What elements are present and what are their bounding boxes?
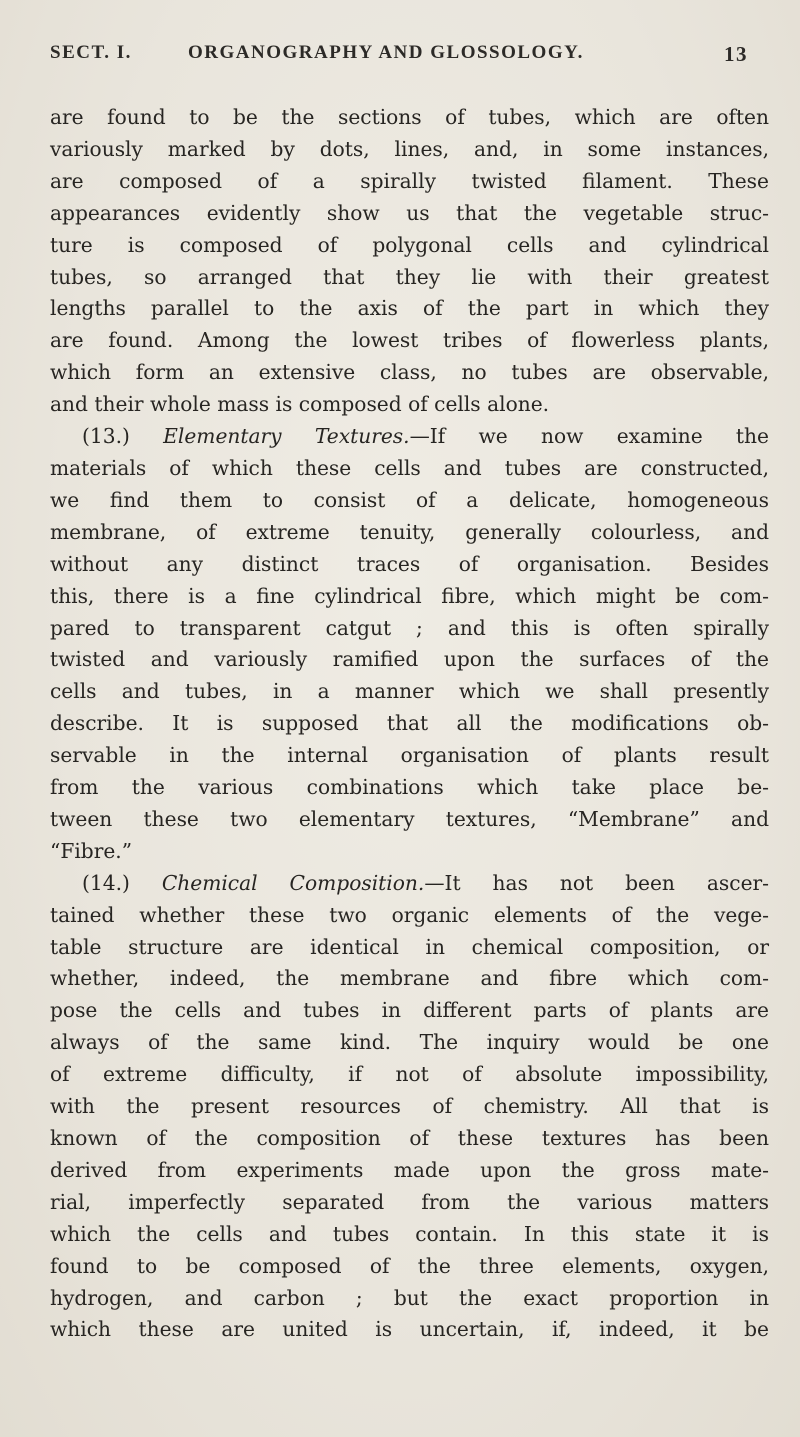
running-head bbox=[50, 42, 770, 72]
body-text bbox=[50, 102, 769, 1346]
heading-line-text: —It has not been ascer- bbox=[424, 870, 769, 895]
text-line: lengths parallel to the axis of the part in which they bbox=[50, 296, 769, 321]
text-line: which form an extensive class, no tubes are observable, bbox=[50, 360, 769, 385]
text-line: derived from experiments made upon the gross mate- bbox=[50, 1157, 769, 1182]
text-line: and their whole mass is composed of cells alone. bbox=[50, 392, 550, 417]
text-line: variously marked by dots, lines, and, in some instances, bbox=[50, 136, 769, 161]
text-line: from the various combinations which take place be- bbox=[50, 775, 769, 800]
text-line: membrane, of extreme tenuity, generally colourless, and bbox=[50, 519, 769, 544]
section-heading: Chemical Composition. bbox=[161, 870, 425, 895]
text-line: which the cells and tubes contain. In this state it is bbox=[50, 1221, 769, 1246]
text-line: are composed of a spirally twisted filament. These bbox=[50, 168, 769, 193]
text-line: pared to transparent catgut ; and this is often spirally bbox=[50, 615, 769, 640]
text-line: found to be composed of the three elements, oxygen, bbox=[50, 1253, 769, 1278]
text-line: this, there is a fine cylindrical fibre, which might be com- bbox=[50, 583, 769, 608]
text-line: ture is composed of polygonal cells and cylindrical bbox=[50, 232, 769, 257]
text-line: cells and tubes, in a manner which we shall presently bbox=[50, 679, 769, 704]
text-line: servable in the internal organisation of plants result bbox=[50, 743, 769, 768]
text-line: tween these two elementary textures, “Membrane” and bbox=[50, 806, 769, 831]
text-line: without any distinct traces of organisation. Besides bbox=[50, 551, 769, 576]
text-line: whether, indeed, the membrane and fibre which com- bbox=[50, 966, 769, 991]
text-line: are found to be the sections of tubes, which are often bbox=[50, 105, 769, 129]
section-number: (14.) bbox=[82, 870, 130, 895]
text-line: are found. Among the lowest tribes of flowerless plants, bbox=[50, 328, 769, 353]
section-heading-line bbox=[50, 421, 769, 453]
text-line: appearances evidently show us that the vegetable struc- bbox=[50, 200, 769, 225]
page-number: 13 bbox=[724, 42, 748, 66]
text-line: of extreme difficulty, if not of absolute impossibility, bbox=[50, 1062, 769, 1087]
section-number: (13.) bbox=[82, 424, 130, 449]
text-line: with the present resources of chemistry. All that is bbox=[50, 1094, 769, 1119]
text-line: describe. It is supposed that all the modifications ob- bbox=[50, 711, 769, 736]
text-line: known of the composition of these textures has been bbox=[50, 1126, 769, 1150]
section-label: SECT. I. bbox=[50, 42, 132, 63]
text-line: tained whether these two organic elements of the vege- bbox=[50, 902, 769, 927]
section-heading-line bbox=[50, 868, 769, 900]
text-line: which these are united is uncertain, if, indeed, it be bbox=[50, 1317, 769, 1342]
text-line: hydrogen, and carbon ; but the exact proportion in bbox=[50, 1285, 769, 1310]
text-line: twisted and variously ramified upon the surfaces of the bbox=[50, 647, 769, 672]
text-line: pose the cells and tubes in different parts of plants are bbox=[50, 998, 769, 1023]
running-title: ORGANOGRAPHY AND GLOSSOLOGY. bbox=[188, 42, 584, 63]
text-line: tubes, so arranged that they lie with their greatest bbox=[50, 264, 769, 289]
heading-line-text: —If we now examine the bbox=[409, 424, 769, 449]
text-line: always of the same kind. The inquiry would be one bbox=[50, 1030, 769, 1055]
text-line: table structure are identical in chemical composition, or bbox=[50, 934, 769, 959]
text-line: “Fibre.” bbox=[50, 838, 133, 863]
text-line: rial, imperfectly separated from the various matters bbox=[50, 1189, 769, 1214]
text-line: materials of which these cells and tubes are constructed, bbox=[50, 455, 769, 480]
section-heading: Elementary Textures. bbox=[163, 424, 410, 449]
text-line: we find them to consist of a delicate, homogeneous bbox=[50, 487, 769, 512]
